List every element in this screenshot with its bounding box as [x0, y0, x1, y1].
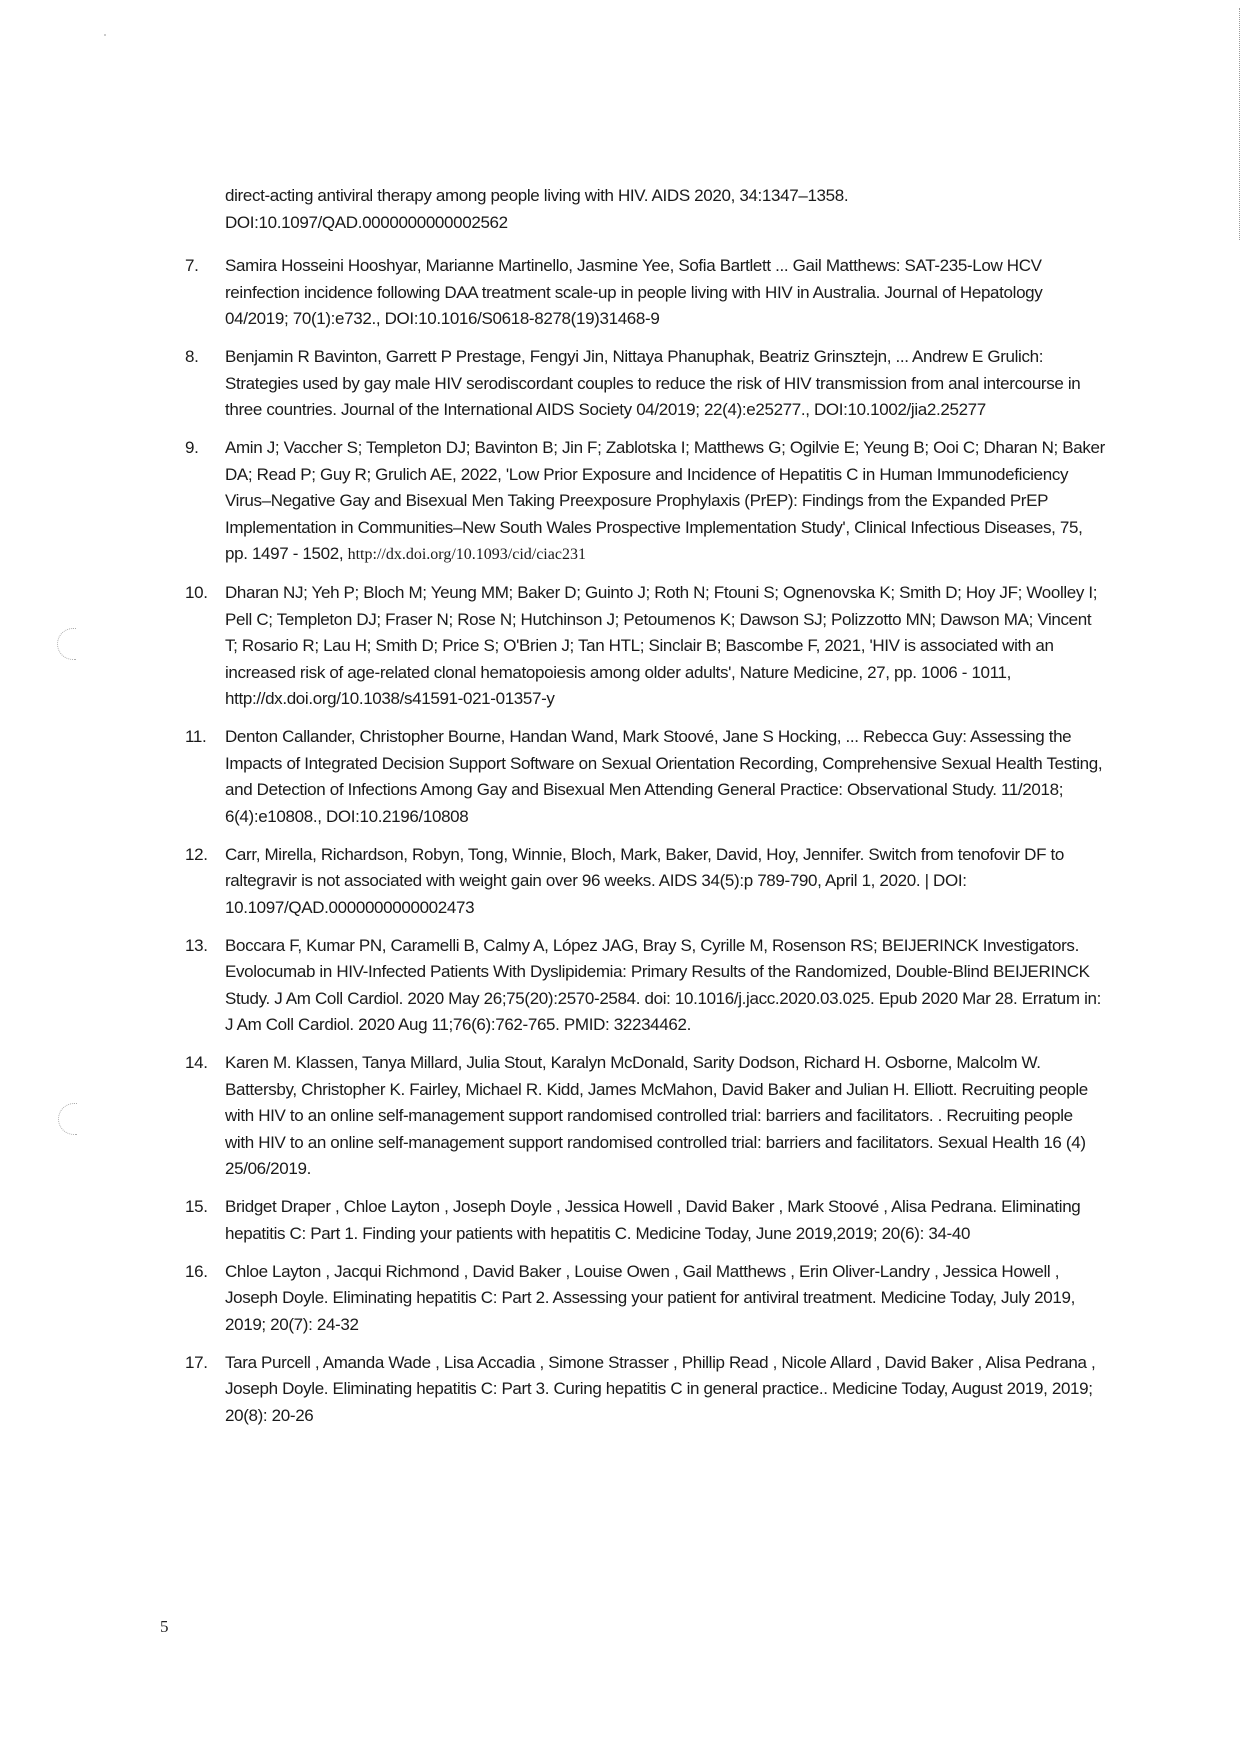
- reference-number: 17.: [185, 1352, 208, 1372]
- reference-text: Bridget Draper , Chloe Layton , Joseph Doyle , Jessica Howell , David Baker , Mark Stoové , Alisa Pedrana. Eliminating hepatitis C: Part 1. Finding your patients with hepatitis C. Medicine Today, June 2019,2019; 20(6): 34-40: [225, 1197, 1081, 1243]
- reference-item: [185, 1350, 1105, 1430]
- reference-item: [185, 1194, 1105, 1247]
- reference-number: 10.: [185, 583, 208, 602]
- reference-number: 13.: [185, 935, 208, 955]
- reference-text: Samira Hosseini Hooshyar, Marianne Martinello, Jasmine Yee, Sofia Bartlett ... Gail Matthews: SAT-235-Low HCV reinfection incidence following DAA treatment scale-up in people living with HIV in Australia. Journal of Hepatology 04/2019; 70(1):e732., DOI:10.1016/S0618-8278(19)31468-9: [225, 256, 1043, 328]
- reference-item: [185, 1050, 1105, 1183]
- reference-url[interactable]: http://dx.doi.org/10.1093/cid/ciac231: [347, 546, 586, 563]
- reference-text: Denton Callander, Christopher Bourne, Handan Wand, Mark Stoové, Jane S Hocking, ... Rebecca Guy: Assessing the Impacts of Integrated Decision Support Software on Sexual Orientation Recording, Comprehensive Sexual Health Testing, and Detection of Infections Among Gay and Bisexual Men Attending General Practice: Observational Study. 11/2018; 6(4):e10808., DOI:10.2196/10808: [225, 727, 1103, 826]
- reference-item: [185, 842, 1105, 922]
- reference-item: [185, 344, 1105, 424]
- reference-list: [185, 253, 1105, 1441]
- reference-text: Carr, Mirella, Richardson, Robyn, Tong, Winnie, Bloch, Mark, Baker, David, Hoy, Jennifer. Switch from tenofovir DF to raltegravir is not associated with weight gain over 96 weeks. AIDS 34(5):p 789-790, April 1, 2020. | DOI: 10.1097/QAD.0000000000002473: [225, 844, 1064, 917]
- reference-item: [185, 933, 1105, 1039]
- reference-number: 11.: [185, 727, 207, 746]
- reference-number: 16.: [185, 1261, 208, 1281]
- punch-hole-mark: [57, 628, 76, 660]
- reference-item: [185, 580, 1105, 713]
- reference-continuation: direct-acting antiviral therapy among people living with HIV. AIDS 2020, 34:1347–1358. DOI:10.1097/QAD.0000000000002562: [225, 186, 849, 232]
- scan-speck: [104, 34, 106, 36]
- reference-text: Karen M. Klassen, Tanya Millard, Julia Stout, Karalyn McDonald, Sarity Dodson, Richard H. Osborne, Malcolm W. Battersby, Christopher K. Fairley, Michael R. Kidd, James McMahon, David Baker and Julian H. Elliott. Recruiting people with HIV to an online self-management support randomised controlled trial: barriers and facilitators. . Recruiting people with HIV to an online self-management support randomised controlled trial: barriers and facilitators. Sexual Health 16 (4) 25/06/2019.: [225, 1053, 1088, 1178]
- reference-text: Benjamin R Bavinton, Garrett P Prestage, Fengyi Jin, Nittaya Phanuphak, Beatriz Grinsztejn, ... Andrew E Grulich: Strategies used by gay male HIV serodiscordant couples to reduce the risk of HIV transmission from anal intercourse in three countries. Journal of the International AIDS Society 04/2019; 22(4):e25277., DOI:10.1002/jia2.25277: [225, 347, 1081, 419]
- reference-text: Chloe Layton , Jacqui Richmond , David Baker , Louise Owen , Gail Matthews , Erin Oliver-Landry , Jessica Howell , Joseph Doyle. Eliminating hepatitis C: Part 2. Assessing your patient for antiviral treatment. Medicine Today, July 2019, 2019; 20(7): 24-32: [225, 1261, 1075, 1334]
- reference-number: 14.: [185, 1053, 208, 1072]
- reference-text: Dharan NJ; Yeh P; Bloch M; Yeung MM; Baker D; Guinto J; Roth N; Ftouni S; Ognenovska K; Smith D; Hoy JF; Woolley I; Pell C; Templeton DJ; Fraser N; Rose N; Hutchinson J; Petoumenos K; Dawson SJ; Polizzotto MN; Dawson MA; Vincent T; Rosario R; Lau H; Smith D; Price S; O'Brien J; Tan HTL; Sinclair B; Bascombe F, 2021, 'HIV is associated with an increased risk of age-related clonal hematopoiesis among older adults', Nature Medicine, 27, pp. 1006 - 1011, http://dx.doi.org/10.1038/s41591-021-01357-y: [225, 583, 1098, 708]
- reference-item: [185, 724, 1105, 830]
- reference-item: [185, 253, 1105, 333]
- page-number: 5: [160, 1617, 169, 1636]
- reference-text: Amin J; Vaccher S; Templeton DJ; Bavinton B; Jin F; Zablotska I; Matthews G; Ogilvie E; Yeung B; Ooi C; Dharan N; Baker DA; Read P; Guy R; Grulich AE, 2022, 'Low Prior Exposure and Incidence of Hepatitis C in Human Immunodeficiency Virus–Negative Gay and Bisexual Men Taking Preexposure Prophylaxis (PrEP): Findings from the Expanded PrEP Implementation in Communities–New South Wales Prospective Implementation Study', Clinical Infectious Diseases, 75, pp. 1497 - 1502,: [225, 438, 1105, 563]
- reference-number: 7.: [185, 256, 199, 275]
- reference-item: [185, 1259, 1105, 1339]
- reference-text: Tara Purcell , Amanda Wade , Lisa Accadia , Simone Strasser , Phillip Read , Nicole Allard , David Baker , Alisa Pedrana , Joseph Doyle. Eliminating hepatitis C: Part 3. Curing hepatitis C in general practice.. Medicine Today, August 2019, 2019; 20(8): 20-26: [225, 1352, 1096, 1425]
- reference-number: 9.: [185, 438, 199, 457]
- reference-number: 8.: [185, 347, 199, 366]
- reference-number: 15.: [185, 1197, 208, 1216]
- reference-text: Boccara F, Kumar PN, Caramelli B, Calmy A, López JAG, Bray S, Cyrille M, Rosenson RS; BEIJERINCK Investigators. Evolocumab in HIV-Infected Patients With Dyslipidemia: Primary Results of the Randomized, Double-Blind BEIJERINCK Study. J Am Coll Cardiol. 2020 May 26;75(20):2570-2584. doi: 10.1016/j.jacc.2020.03.025. Epub 2020 Mar 28. Erratum in: J Am Coll Cardiol. 2020 Aug 11;76(6):762-765. PMID: 32234462.: [225, 935, 1101, 1034]
- reference-number: 12.: [185, 844, 208, 864]
- reference-item: [185, 435, 1105, 569]
- punch-hole-mark: [58, 1103, 77, 1135]
